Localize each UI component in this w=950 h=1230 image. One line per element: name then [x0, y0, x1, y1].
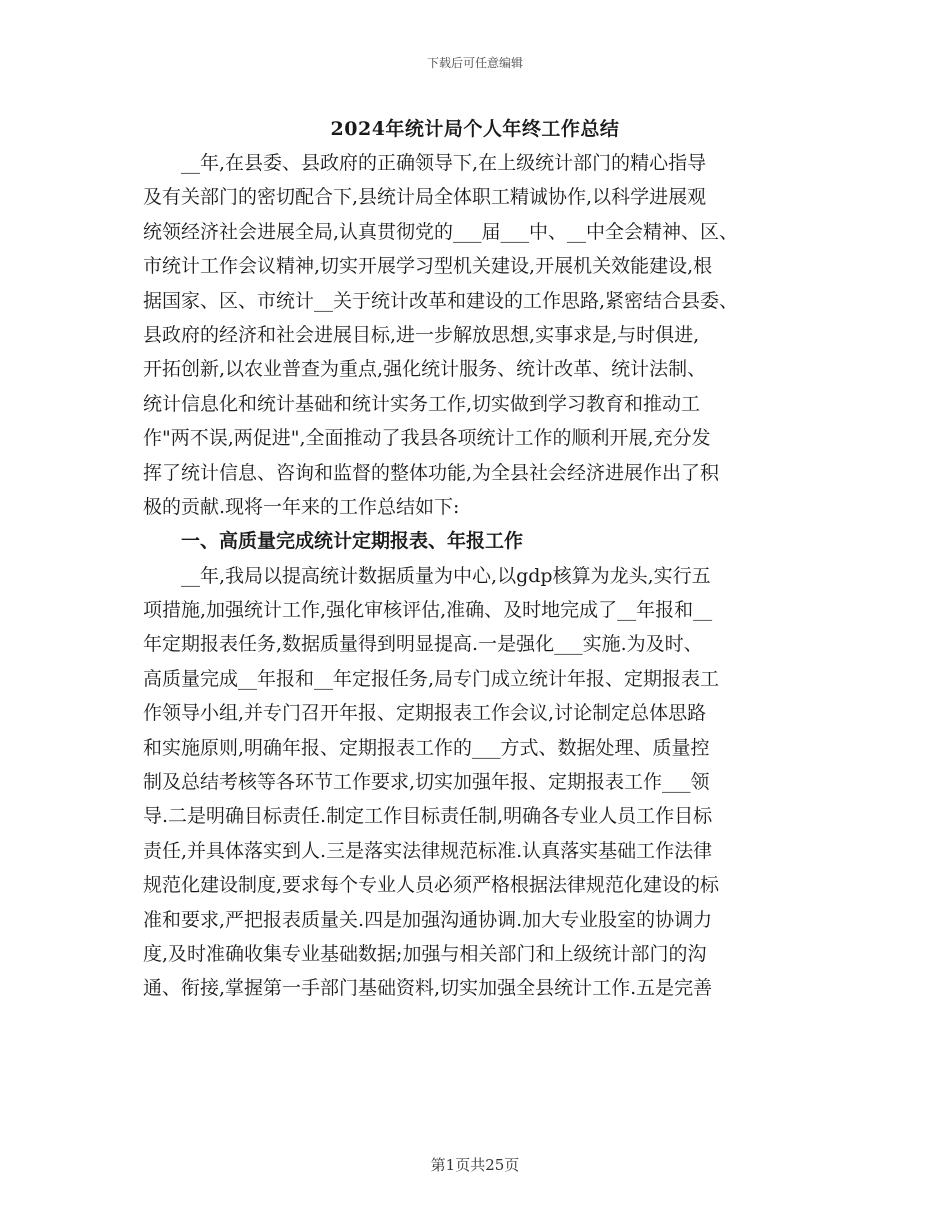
paragraph-line: 挥了统计信息、咨询和监督的整体功能,为全县社会经济进展作出了积 [143, 461, 720, 484]
paragraph-line: 度,及时准确收集专业基础数据;加强与相关部门和上级统计部门的沟 [143, 942, 707, 965]
document-body [143, 146, 815, 1006]
header-note: 下载后可任意编辑 [426, 56, 523, 70]
paragraph-line: __年,我局以提高统计数据质量为中心,以gdp核算为龙头,实行五 [181, 564, 711, 587]
paragraph-line: 县政府的经济和社会进展目标,进一步解放思想,实事求是,与时俱进, [143, 323, 700, 346]
paragraph-line: 高质量完成__年报和__年定报任务,局专门成立统计年报、定期报表工 [143, 667, 720, 690]
paragraph-line: 准和要求,严把报表质量关.四是加强沟通协调.加大专业股室的协调力 [143, 908, 713, 931]
paragraph-line: 作"两不误,两促进",全面推动了我县各项统计工作的顺利开展,充分发 [143, 427, 711, 450]
paragraph-line: 年定期报表任务,数据质量得到明显提高.一是强化___实施.为及时、 [143, 633, 703, 656]
paragraph-line: __年,在县委、县政府的正确领导下,在上级统计部门的精心指导 [181, 152, 707, 174]
paragraph-line: 制及总结考核等各环节工作要求,切实加强年报、定期报表工作___领 [143, 771, 710, 794]
paragraph-line: 责任,并具体落实到人.三是落实法律规范标准.认真落实基础工作法律 [143, 839, 713, 862]
paragraph-line: 通、衔接,掌握第一手部门基础资料,切实加强全县统计工作.五是完善 [143, 977, 713, 1000]
paragraph-line: 开拓创新,以农业普查为重点,强化统计服务、统计改革、统计法制、 [143, 358, 707, 381]
section-heading: 一、高质量完成统计定期报表、年报工作 [181, 530, 524, 553]
document-title: 2024年统计局个人年终工作总结 [330, 118, 620, 140]
paragraph-line: 极的贡献.现将一年来的工作总结如下: [143, 495, 460, 518]
page-footer: 第1页共25页 [430, 1156, 520, 1174]
paragraph-line: 统领经济社会进展全局,认真贯彻党的___届___中、__中全会精神、区、 [143, 220, 739, 243]
paragraph-line: 统计信息化和统计基础和统计实务工作,切实做到学习教育和推动工 [143, 392, 701, 415]
paragraph-line: 据国家、区、市统计__关于统计改革和建设的工作思路,紧密结合县委、 [143, 289, 739, 312]
paragraph-line: 和实施原则,明确年报、定期报表工作的___方式、数据处理、质量控 [143, 736, 710, 759]
paragraph-line: 市统计工作会议精神,切实开展学习型机关建设,开展机关效能建设,根 [143, 255, 713, 278]
paragraph-line: 作领导小组,并专门召开年报、定期报表工作会议,讨论制定总体思路 [143, 702, 707, 725]
paragraph-line: 及有关部门的密切配合下,县统计局全体职工精诚协作,以科学进展观 [143, 186, 707, 209]
paragraph-line: 导.二是明确目标责任.制定工作目标责任制,明确各专业人员工作目标 [143, 805, 713, 828]
paragraph-line: 规范化建设制度,要求每个专业人员必须严格根据法律规范化建设的标 [143, 874, 720, 897]
paragraph-line: 项措施,加强统计工作,强化审核评估,准确、及时地完成了__年报和__ [143, 599, 713, 622]
